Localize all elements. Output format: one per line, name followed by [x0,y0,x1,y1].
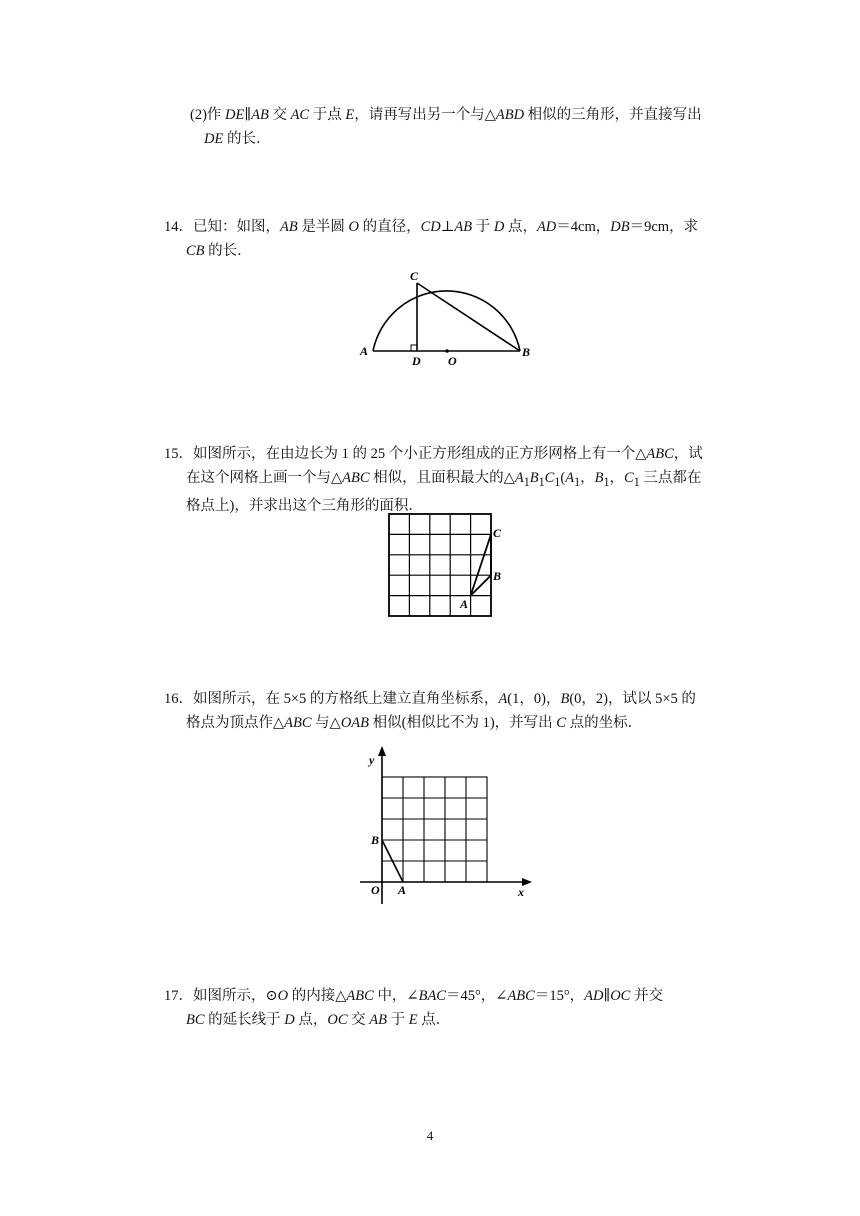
grid-5x5 [382,777,487,882]
q15-line1: 15．如图所示，在由边长为 1 的 25 个小正方形组成的正方形网格上有一个△ABC，试 [164,446,703,462]
label-B: B [522,345,531,359]
label-A: A [360,344,369,358]
q16-text [164,687,696,735]
label-O: O [371,883,380,897]
label-D: D [412,354,421,368]
label-O: O [448,354,457,368]
label-B: B [493,569,502,583]
q14-line2: CB 的长． [186,243,252,259]
center-point-O [445,349,449,353]
q14-line1: 14．已知：如图，AB 是半圆 O 的直径，CD⊥AB 于 D 点，AD＝4cm，DB＝9cm，求 [164,219,699,235]
label-y: y [369,753,375,767]
label-B: B [371,833,380,847]
q14-text [164,215,698,263]
right-angle-mark [411,345,417,351]
label-A: A [398,883,407,897]
grid-5x5 [389,514,491,616]
coordinate-grid-figure-q16 [358,744,538,909]
q13-part2 [190,103,702,151]
q13-line2: DE 的长． [204,131,271,147]
page-number: 4 [426,1128,434,1143]
label-A: A [460,597,469,611]
q15-line2: 在这个网格上画一个与△ABC 相似，且面积最大的$\triangle A_1B_1C_1(A_1$，$B_1$，$C_1$ 三点都在 [186,470,702,489]
label-C: C [493,526,502,540]
segment-CB [417,283,520,351]
y-axis-arrow [378,746,386,756]
label-C: C [410,269,419,283]
q15-text [164,442,703,518]
q17-line1: 17．如图所示，⊙O 的内接△ABC 中，∠BAC＝45°，∠ABC＝15°，AD∥OC 并交 [164,988,663,1004]
q16-line1: 16．如图所示，在 5×5 的方格纸上建立直角坐标系，A(1，0)，B(0，2)，试以 5×5 的 [164,691,696,707]
q15-line3: 格点上)，并求出这个三角形的面积． [186,497,423,514]
q13-line1: (2)作 DE∥AB 交 AC 于点 E，请再写出另一个与△ABD 相似的三角形，并直接写出 [190,107,702,123]
label-x: x [518,885,524,899]
semicircle-arc [373,291,520,351]
grid-figure-q15 [384,510,509,627]
triangle-ABC [471,534,491,595]
q17-text [164,984,663,1032]
semicircle-figure [356,268,536,373]
q16-line2: 格点为顶点作△ABC 与△OAB 相似(相似比不为 1)，并写出 C 点的坐标． [186,715,643,731]
q17-line2: BC 的延长线于 D 点，OC 交 AB 于 E 点． [186,1012,451,1028]
